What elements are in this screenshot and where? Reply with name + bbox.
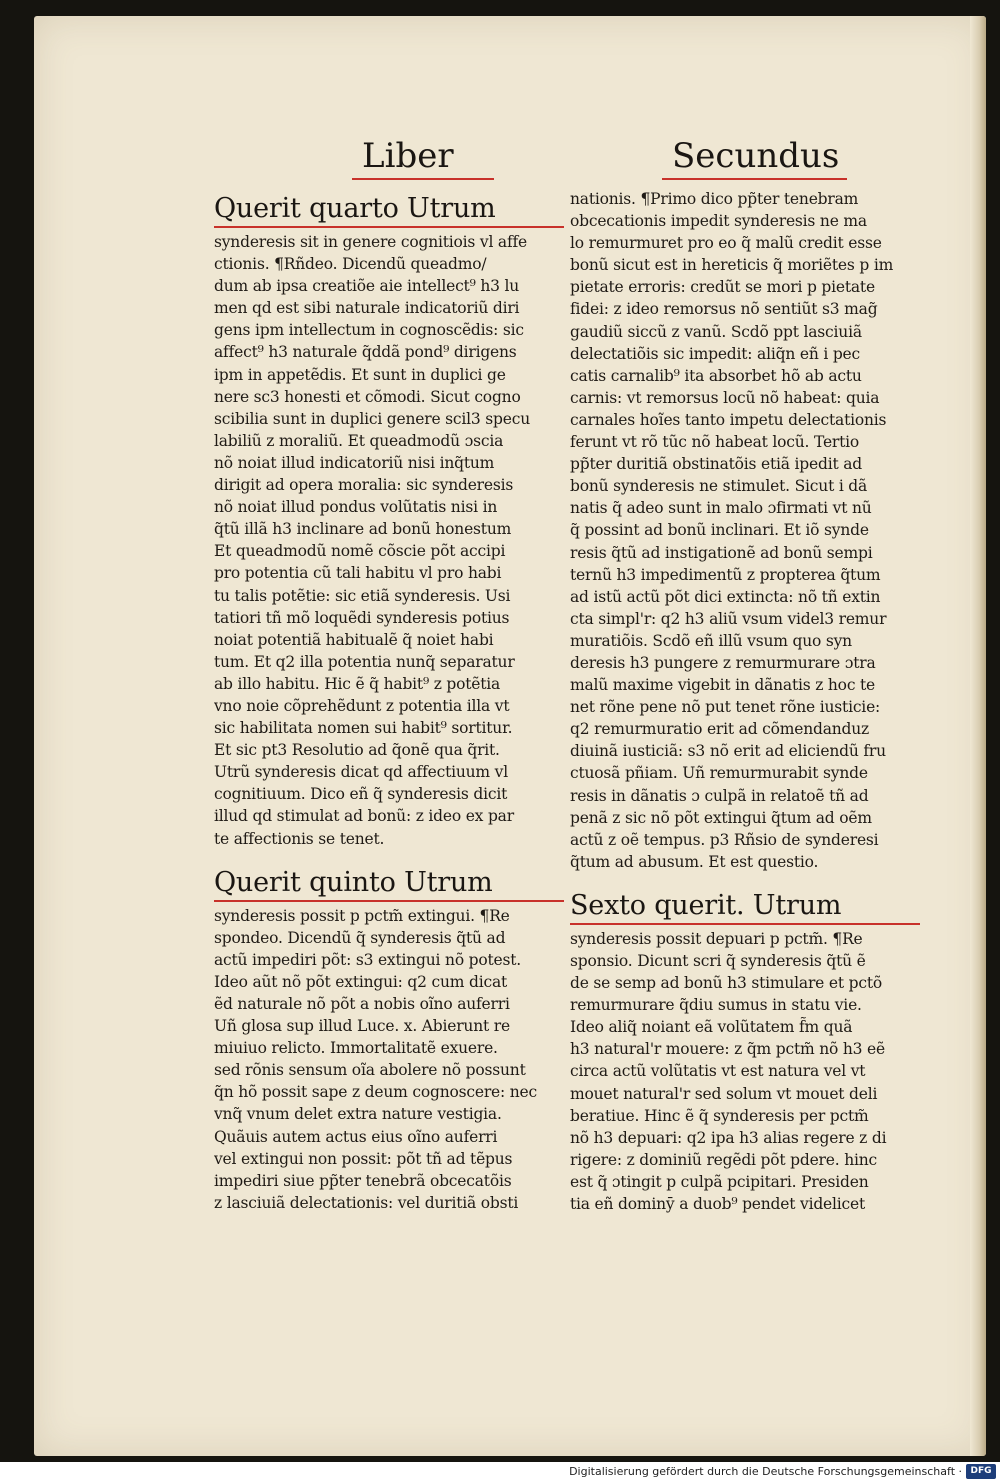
text-line: malũ maxime vigebit in dãnatis z hoc te bbox=[570, 676, 876, 695]
text-line: noiat potentiã habitualẽ q̃ noiet habi bbox=[214, 630, 494, 649]
funding-notice: Digitalisierung gefördert durch die Deutsche Forschungsgemeinschaft · bbox=[569, 1465, 962, 1478]
text-line: obcecationis impedit synderesis ne ma bbox=[570, 212, 867, 231]
text-line: sed rõnis sensum oĩa abolere nõ possunt bbox=[214, 1061, 526, 1080]
text-line: sic habilitata nomen sui habit⁹ sortitur. bbox=[214, 719, 513, 738]
text-line: q̃ possint ad bonũ inclinari. Et iõ synde bbox=[570, 521, 869, 540]
text-line: q̃tũ illã h3 inclinare ad bonũ honestum bbox=[214, 520, 512, 539]
text-line: q̃tum ad abusum. Et est questio. bbox=[570, 852, 819, 871]
text-line: ipm in appetẽdis. Et sunt in duplici ge bbox=[214, 365, 506, 384]
text-line: actũ z oẽ tempus. p3 Rñsio de synderesi bbox=[570, 830, 879, 849]
text-line: resis q̃tũ ad instigationẽ ad bonũ sempi bbox=[570, 543, 873, 562]
text-line: est q̃ ɔtingit p culpã pcipitari. Presiden bbox=[570, 1172, 869, 1191]
text-line: h3 natural'r mouere: z q̃m pctm̃ nõ h3 eẽ bbox=[570, 1040, 885, 1059]
left-column bbox=[214, 188, 564, 1214]
text-line: vel extingui non possit: põt tñ ad tẽpus bbox=[214, 1149, 513, 1168]
header-secundus: Secundus bbox=[662, 136, 847, 180]
text-line: spondeo. Dicendũ q̃ synderesis q̃tũ ad bbox=[214, 928, 506, 947]
text-line: te affectionis se tenet. bbox=[214, 829, 385, 848]
text-line: mouet natural'r sed solum vt mouet deli bbox=[570, 1084, 878, 1103]
text-line: q̃n hõ possit sape z deum cognoscere: nec bbox=[214, 1083, 537, 1102]
text-line: muratiõis. Scdõ eñ illũ vsum quo syn bbox=[570, 631, 852, 650]
text-line: rigere: z dominiũ regẽdi põt pdere. hinc bbox=[570, 1150, 877, 1169]
text-line: catis carnalib⁹ ita absorbet hõ ab actu bbox=[570, 366, 862, 385]
text-line: ctionis. ¶Rñdeo. Dicendũ queadmo/ bbox=[214, 255, 487, 274]
question-five-text bbox=[214, 905, 564, 1214]
text-line: nõ noiat illud indicatoriũ nisi inq̃tum bbox=[214, 453, 495, 472]
text-line: ternũ h3 impedimentũ z propterea q̃tum bbox=[570, 565, 881, 584]
running-header bbox=[34, 136, 986, 186]
text-line: dum ab ipsa creatiõe aie intellect⁹ h3 lu bbox=[214, 277, 520, 296]
text-line: lo remurmuret pro eo q̃ malũ credit esse bbox=[570, 234, 882, 253]
book-page bbox=[34, 16, 986, 1456]
text-line: vno noie cõprehẽdunt z potentia illa vt bbox=[214, 696, 510, 715]
text-line: synderesis possit depuari p pctm̃. ¶Re bbox=[570, 929, 863, 948]
text-line: ad istũ actũ põt dici extincta: nõ tñ extin bbox=[570, 587, 881, 606]
question-four-heading: Querit quarto Utrum bbox=[214, 192, 564, 228]
text-line: Ideo aliq̃ noiant eã volũtatem f̃m quã bbox=[570, 1018, 853, 1037]
text-line: carnales hoĩes tanto impetu delectationis bbox=[570, 410, 887, 429]
header-liber: Liber bbox=[352, 136, 494, 180]
text-line: carnis: vt remorsus locũ nõ habeat: quia bbox=[570, 388, 880, 407]
footer-bar bbox=[0, 1462, 1000, 1482]
text-line: pp̃ter duritiã obstinatõis etiã ipedit ad bbox=[570, 455, 863, 474]
text-line: q2 remurmuratio erit ad cõmendanduz bbox=[570, 720, 870, 739]
text-line: synderesis sit in genere cognitiois vl affe bbox=[214, 233, 528, 251]
text-line: labiliũ z moraliũ. Et queadmodũ ɔscia bbox=[214, 431, 504, 450]
text-line: nere sc3 honesti et cõmodi. Sicut cogno bbox=[214, 387, 521, 406]
text-line: gens ipm intellectum in cognoscẽdis: sic bbox=[214, 321, 524, 340]
text-line: nõ noiat illud pondus volũtatis nisi in bbox=[214, 498, 498, 517]
text-line: ferunt vt rõ tũc nõ habeat locũ. Tertio bbox=[570, 433, 860, 452]
text-line: nõ h3 depuari: q2 ipa h3 alias regere z di bbox=[570, 1128, 887, 1147]
text-line: beratiue. Hinc ẽ q̃ synderesis per pctm̃ bbox=[570, 1106, 869, 1125]
text-line: tum. Et q2 illa potentia nunq̃ separatur bbox=[214, 652, 515, 671]
text-line: tia eñ dominȳ a duob⁹ pendet videlicet bbox=[570, 1195, 866, 1214]
text-line: remurmurare q̃diu sumus in statu vie. bbox=[570, 996, 862, 1015]
text-line: tu talis potẽtie: sic etiã synderesis. Usi bbox=[214, 586, 511, 605]
text-line: Ideo aũt nõ põt extingui: q2 cum dicat bbox=[214, 972, 508, 991]
text-line: miuiuo relicto. Immortalitatẽ exuere. bbox=[214, 1039, 498, 1058]
text-line: pietate erroris: credũt se mori p pietate bbox=[570, 278, 875, 297]
text-line: Utrũ synderesis dicat qd affectiuum vl bbox=[214, 763, 508, 782]
text-line: Et queadmodũ nomẽ cõscie põt accipi bbox=[214, 542, 506, 561]
text-line: de se semp ad bonũ h3 stimulare et pctõ bbox=[570, 974, 882, 993]
text-line: sponsio. Dicunt scri q̃ synderesis q̃tũ ẽ bbox=[570, 952, 866, 970]
text-line: gaudiũ siccũ z vanũ. Scdõ ppt lasciuiã bbox=[570, 322, 862, 341]
text-line: vnq̃ vnum delet extra nature vestigia. bbox=[214, 1105, 502, 1124]
text-line: actũ impediri põt: s3 extingui nõ potest. bbox=[214, 950, 522, 969]
text-line: natis q̃ adeo sunt in malo ɔfirmati vt nũ bbox=[570, 499, 872, 518]
text-line: ab illo habitu. Hic ẽ q̃ habit⁹ z potẽtia bbox=[214, 674, 501, 693]
text-line: ẽd naturale nõ põt a nobis oĩno auferri bbox=[214, 995, 510, 1013]
text-line: impediri siue pp̃ter tenebrã obcecatõis bbox=[214, 1171, 512, 1190]
text-line: circa actũ volũtatis vt est natura vel vt bbox=[570, 1062, 866, 1081]
question-six-text bbox=[570, 928, 920, 1215]
text-line: fidei: z ideo remorsus nõ sentiũt s3 mag̃ bbox=[570, 300, 878, 319]
question-six-heading: Sexto querit. Utrum bbox=[570, 889, 920, 925]
text-line: net rõne pene nõ put tenet rõne iusticie: bbox=[570, 698, 881, 717]
text-line: men qd est sibi naturale indicatoriũ diri bbox=[214, 299, 520, 318]
text-line: bonũ sicut est in hereticis q̃ moriẽtes p im bbox=[570, 256, 894, 275]
text-line: dirigit ad opera moralia: sic synderesis bbox=[214, 476, 514, 495]
question-five-heading: Querit quinto Utrum bbox=[214, 866, 564, 902]
text-line: illud qd stimulat ad bonũ: z ideo ex par bbox=[214, 807, 514, 826]
text-line: delectatiõis sic impedit: aliq̃n eñ i pec bbox=[570, 344, 860, 363]
question-five-continuation bbox=[570, 188, 920, 873]
text-line: cta simpl'r: q2 h3 aliũ vsum videl3 remur bbox=[570, 609, 887, 628]
text-line: bonũ synderesis ne stimulet. Sicut i dã bbox=[570, 477, 868, 496]
text-line: tatiori tñ mõ loquẽdi synderesis potius bbox=[214, 608, 510, 627]
text-line: nationis. ¶Primo dico pp̃ter tenebram bbox=[570, 190, 859, 208]
text-line: z lasciuiã delectationis: vel duritiã obsti bbox=[214, 1193, 519, 1212]
text-line: penã z sic nõ põt extingui q̃tum ad oẽm bbox=[570, 808, 872, 827]
text-line: affect⁹ h3 naturale q̃ddã pond⁹ dirigens bbox=[214, 343, 517, 362]
text-line: Quãuis autem actus eius oĩno auferri bbox=[214, 1127, 498, 1146]
text-line: scibilia sunt in duplici genere scil3 specu bbox=[214, 409, 531, 428]
text-line: pro potentia cũ tali habitu vl pro habi bbox=[214, 564, 502, 583]
dfg-logo: DFG bbox=[966, 1464, 996, 1479]
text-line: Uñ glosa sup illud Luce. x. Abierunt re bbox=[214, 1017, 510, 1036]
text-line: deresis h3 pungere z remurmurare ɔtra bbox=[570, 653, 876, 672]
text-line: resis in dãnatis ɔ culpã in relatoẽ tñ ad bbox=[570, 786, 869, 805]
text-line: ctuosã pñiam. Uñ remurmurabit synde bbox=[570, 764, 868, 783]
question-four-text bbox=[214, 231, 564, 850]
text-line: Et sic pt3 Resolutio ad q̃onẽ qua q̃rit. bbox=[214, 741, 500, 760]
text-line: diuinã iusticiã: s3 nõ erit ad eliciendũ fru bbox=[570, 742, 886, 761]
right-column bbox=[570, 188, 920, 1215]
text-line: synderesis possit p pctm̃ extingui. ¶Re bbox=[214, 906, 510, 925]
text-line: cognitiuum. Dico eñ q̃ synderesis dicit bbox=[214, 785, 508, 804]
page-edge bbox=[970, 16, 986, 1456]
